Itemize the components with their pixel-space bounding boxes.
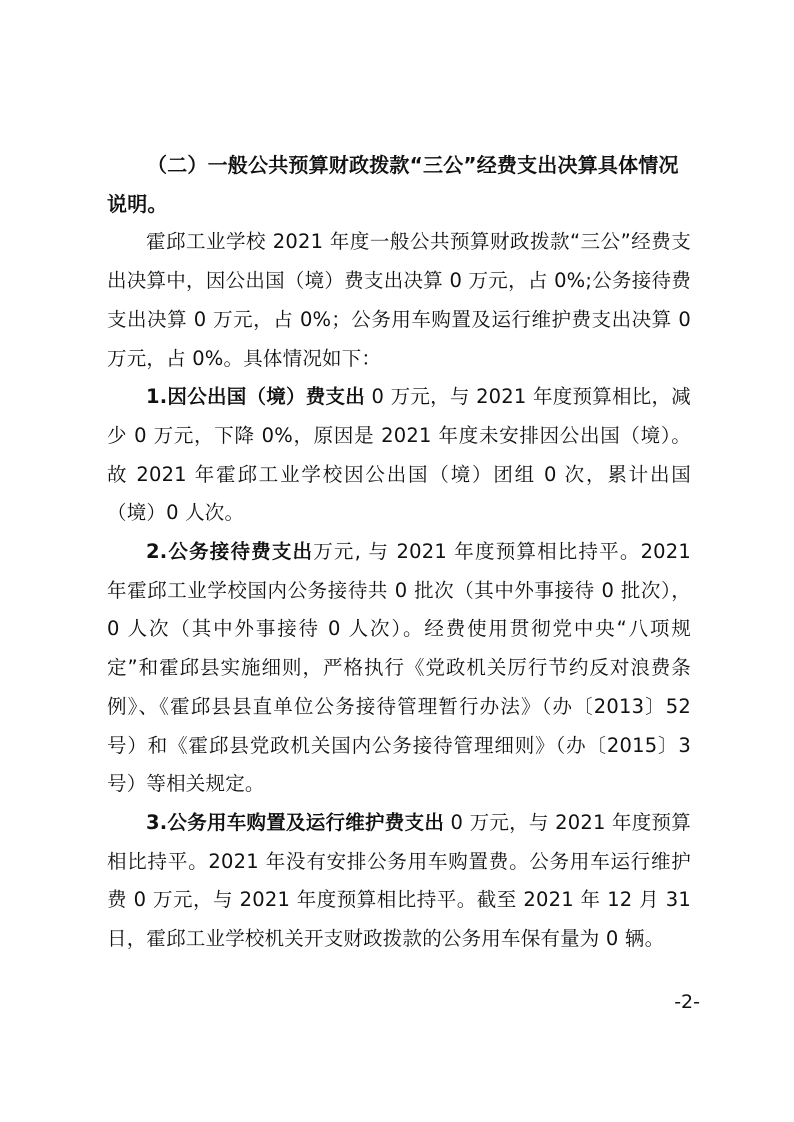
item-title-reception: 2.公务接待费支出 <box>146 540 314 564</box>
item-body-reception: 万元, 与 2021 年度预算相比持平。2021 年霍邱工业学校国内公务接待共 0 批次（其中外事接待 0 批次），0 人次（其中外事接待 0 人次）。经费使用贯彻党中央“八项规定”和霍邱县实施细则，严格执行《党政机关厉行节约反对浪费条例》、《霍邱县县直单位公务接待管理暂行办法》（办〔2013〕52 号）和《霍邱县党政机关国内公务接待管理细则》（办〔2015〕3 号）等相关规定。 <box>107 540 691 796</box>
document-body <box>107 146 691 959</box>
item-body-vehicles: 0 万元，与 2021 年度预算相比持平。2021 年没有安排公务用车购置费。公务用车运行维护费 0 万元，与 2021 年度预算相比持平。截至 2021 年 12 月 31 日，霍邱工业学校机关开支财政拨款的公务用车保有量为 0 辆。 <box>107 810 691 951</box>
page-number: -2- <box>674 991 700 1013</box>
item-body-travel: 0 万元，与 2021 年度预算相比，减少 0 万元，下降 0%，原因是 2021 年度未安排因公出国（境）。故 2021 年霍邱工业学校因公出国（境）团组 0 次，累计出国（境）0 人次。 <box>107 385 691 525</box>
intro-paragraph: 霍邱工业学校 2021 年度一般公共预算财政拨款“三公”经费支出决算中，因公出国（境）费支出决算 0 万元，占 0%;公务接待费支出决算 0 万元，占 0%；公务用车购置及运行维护费支出决算 0 万元，占 0%。具体情况如下： <box>107 230 691 370</box>
item-paragraph-vehicles <box>107 804 691 959</box>
item-paragraph-travel <box>107 378 691 533</box>
section-heading: （二）一般公共预算财政拨款“三公”经费支出决算具体情况说明。 <box>107 153 679 216</box>
item-title-travel: 1.因公出国（境）费支出 <box>146 385 366 409</box>
item-paragraph-reception <box>107 533 691 804</box>
item-title-vehicles: 3.公务用车购置及运行维护费支出 <box>146 810 445 834</box>
